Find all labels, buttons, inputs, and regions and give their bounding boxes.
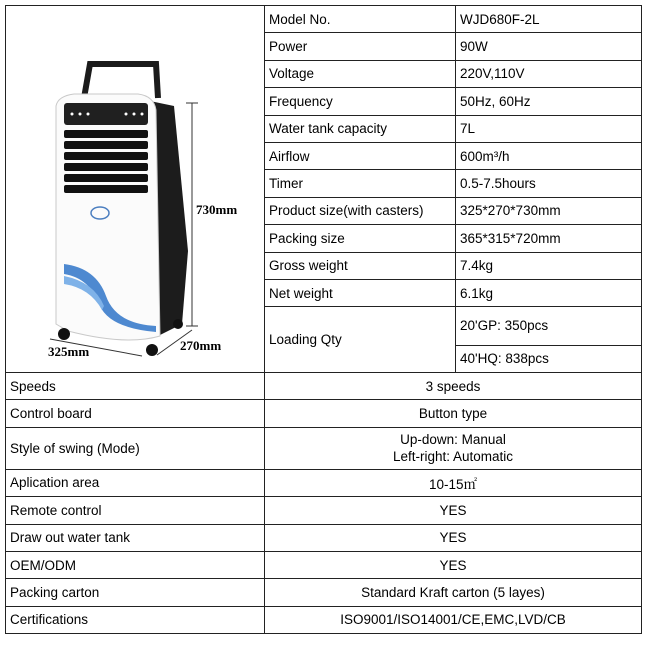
spec-row-packing-carton	[6, 579, 642, 606]
spec-value: 220V,110V	[456, 60, 642, 87]
spec-value: 7L	[456, 115, 642, 142]
spec-row-speeds	[6, 373, 642, 400]
spec-value: 10-15㎡	[265, 469, 642, 496]
spec-value: 20'GP: 350pcs	[456, 307, 642, 345]
spec-label: Net weight	[265, 279, 456, 306]
spec-row-certifications	[6, 606, 642, 633]
spec-label: Product size(with casters)	[265, 197, 456, 224]
product-image-cell	[6, 6, 265, 373]
spec-row-control-board	[6, 400, 642, 427]
spec-value: ISO9001/ISO14001/CE,EMC,LVD/CB	[265, 606, 642, 633]
spec-label: Speeds	[6, 373, 265, 400]
spec-label: Model No.	[265, 6, 456, 33]
swing-up-down: Up-down: Manual	[400, 432, 506, 448]
height-dimension-label: 730mm	[196, 202, 238, 217]
spec-value: 7.4kg	[456, 252, 642, 279]
spec-value: Standard Kraft carton (5 layes)	[265, 579, 642, 606]
spec-label: Remote control	[6, 497, 265, 524]
spec-label: Control board	[6, 400, 265, 427]
spec-value: Button type	[265, 400, 642, 427]
spec-value: 365*315*720mm	[456, 225, 642, 252]
spec-row-application-area	[6, 469, 642, 496]
spec-label: Water tank capacity	[265, 115, 456, 142]
spec-label: Packing carton	[6, 579, 265, 606]
spec-label: Voltage	[265, 60, 456, 87]
spec-value: 90W	[456, 33, 642, 60]
spec-row-water-tank-drawout	[6, 524, 642, 551]
spec-row-oem	[6, 551, 642, 578]
spec-table	[5, 5, 642, 634]
spec-value: WJD680F-2L	[456, 6, 642, 33]
spec-label: Gross weight	[265, 252, 456, 279]
depth-dimension-label: 270mm	[180, 338, 222, 353]
width-dimension-label: 325mm	[48, 344, 90, 359]
spec-label: Aplication area	[6, 469, 265, 496]
spec-value: YES	[265, 524, 642, 551]
spec-label: Power	[265, 33, 456, 60]
spec-value: 40'HQ: 838pcs	[456, 345, 642, 372]
spec-row-model	[6, 6, 642, 33]
air-cooler-product-image	[6, 6, 265, 372]
spec-value: YES	[265, 497, 642, 524]
spec-value: 50Hz, 60Hz	[456, 88, 642, 115]
spec-label: Loading Qty	[265, 307, 456, 373]
spec-value: 325*270*730mm	[456, 197, 642, 224]
swing-left-right: Left-right: Automatic	[392, 449, 514, 465]
spec-label: Packing size	[265, 225, 456, 252]
spec-label: Airflow	[265, 142, 456, 169]
spec-label: Style of swing (Mode)	[6, 427, 265, 469]
spec-value: 3 speeds	[265, 373, 642, 400]
spec-label: Certifications	[6, 606, 265, 633]
spec-label: Timer	[265, 170, 456, 197]
spec-value: 0.5-7.5hours	[456, 170, 642, 197]
spec-value: 6.1kg	[456, 279, 642, 306]
spec-value: 600m³/h	[456, 142, 642, 169]
spec-label: Frequency	[265, 88, 456, 115]
spec-value	[265, 427, 642, 469]
spec-value: YES	[265, 551, 642, 578]
spec-label: OEM/ODM	[6, 551, 265, 578]
spec-label: Draw out water tank	[6, 524, 265, 551]
spec-row-remote-control	[6, 497, 642, 524]
spec-row-swing	[6, 427, 642, 469]
